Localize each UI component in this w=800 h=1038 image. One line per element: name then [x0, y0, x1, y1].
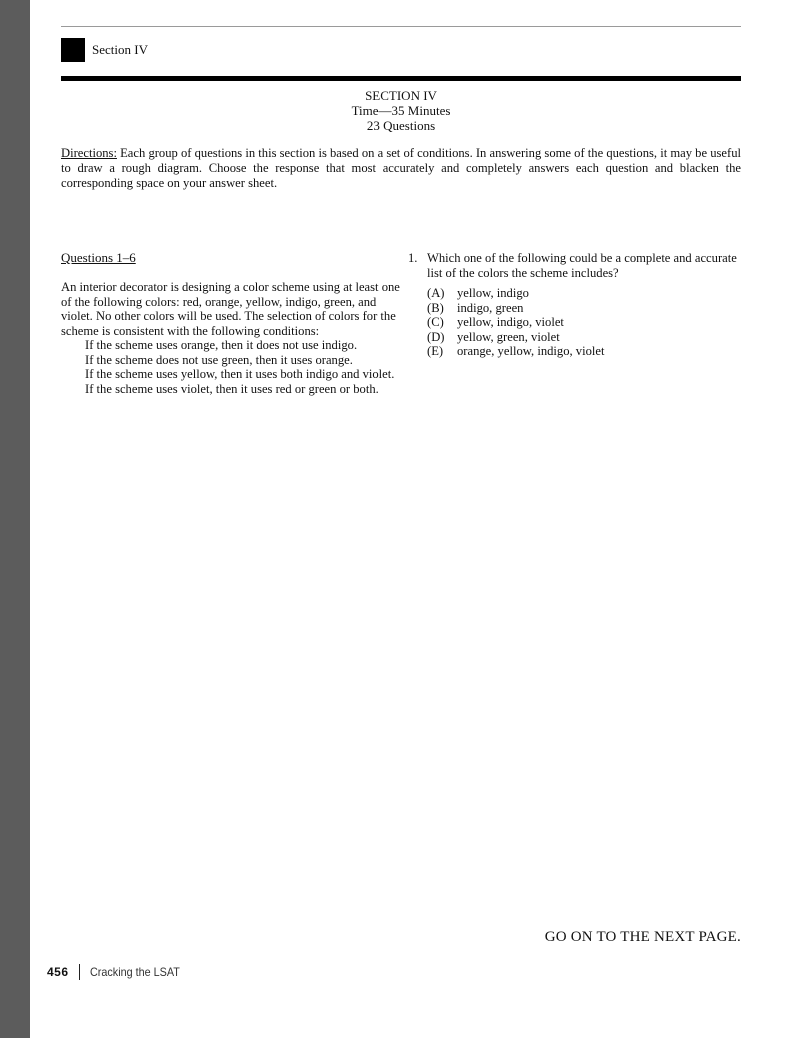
answer-choice[interactable] [427, 315, 738, 330]
condition-item: If the scheme uses orange, then it does not use indigo. [85, 338, 358, 352]
section-question-count: 23 Questions [366, 118, 436, 133]
page-edge-bar [0, 0, 30, 1038]
passage [61, 280, 406, 396]
choice-text: yellow, green, violet [457, 329, 560, 344]
choice-letter: (E) [427, 344, 444, 358]
choice-text: yellow, indigo, violet [457, 315, 564, 329]
choice-letter: (C) [427, 315, 444, 329]
question-stem: Which one of the following could be a complete and accurate list of the colors the scheme includes? [427, 251, 737, 280]
choice-letter: (B) [427, 300, 444, 315]
directions-label: Directions: [61, 146, 117, 160]
directions [61, 146, 741, 191]
question-number: 1. [408, 251, 418, 265]
footer-divider [79, 964, 80, 980]
choice-letter: (D) [427, 329, 445, 344]
question-1 [408, 251, 738, 359]
answer-choices [427, 286, 738, 359]
page-number: 456 [47, 965, 69, 979]
condition-list [61, 338, 406, 396]
choice-text: orange, yellow, indigo, violet [457, 344, 605, 358]
condition-item: If the scheme does not use green, then it uses orange. [85, 352, 353, 367]
answer-choice[interactable] [427, 286, 738, 301]
passage-intro: An interior decorator is designing a color scheme using at least one of the following colors: red, orange, yellow, indigo, green, and violet. No other colors will be used. The selection of colors for the scheme is consistent with the following conditions: [61, 280, 400, 338]
section-marker-box [61, 38, 85, 62]
section-time: Time—35 Minutes [351, 103, 451, 118]
question-group-heading: Questions 1–6 [61, 250, 136, 265]
answer-choice[interactable] [427, 330, 738, 345]
section-heading [61, 88, 741, 133]
choice-text: indigo, green [457, 300, 524, 315]
condition-item: If the scheme uses violet, then it uses red or green or both. [85, 381, 379, 396]
top-rule [61, 26, 741, 27]
section-title: SECTION IV [365, 88, 437, 103]
directions-text: Each group of questions in this section is based on a set of conditions. In answering some of the questions, it may be useful to draw a rough diagram. Choose the response that most accurately and completely answers each question and blacken the corresponding space on your answer sheet. [61, 146, 741, 190]
choice-text: yellow, indigo [457, 286, 529, 300]
condition-item: If the scheme uses yellow, then it uses both indigo and violet. [85, 367, 395, 381]
answer-choice[interactable] [427, 301, 738, 316]
page-footer [47, 964, 189, 980]
book-title: Cracking the LSAT [89, 965, 180, 979]
section-tab-label: Section IV [92, 42, 148, 57]
header-thick-rule [61, 76, 741, 81]
choice-letter: (A) [427, 286, 445, 300]
answer-choice[interactable] [427, 344, 738, 359]
go-on-notice: GO ON TO THE NEXT PAGE. [544, 929, 741, 945]
